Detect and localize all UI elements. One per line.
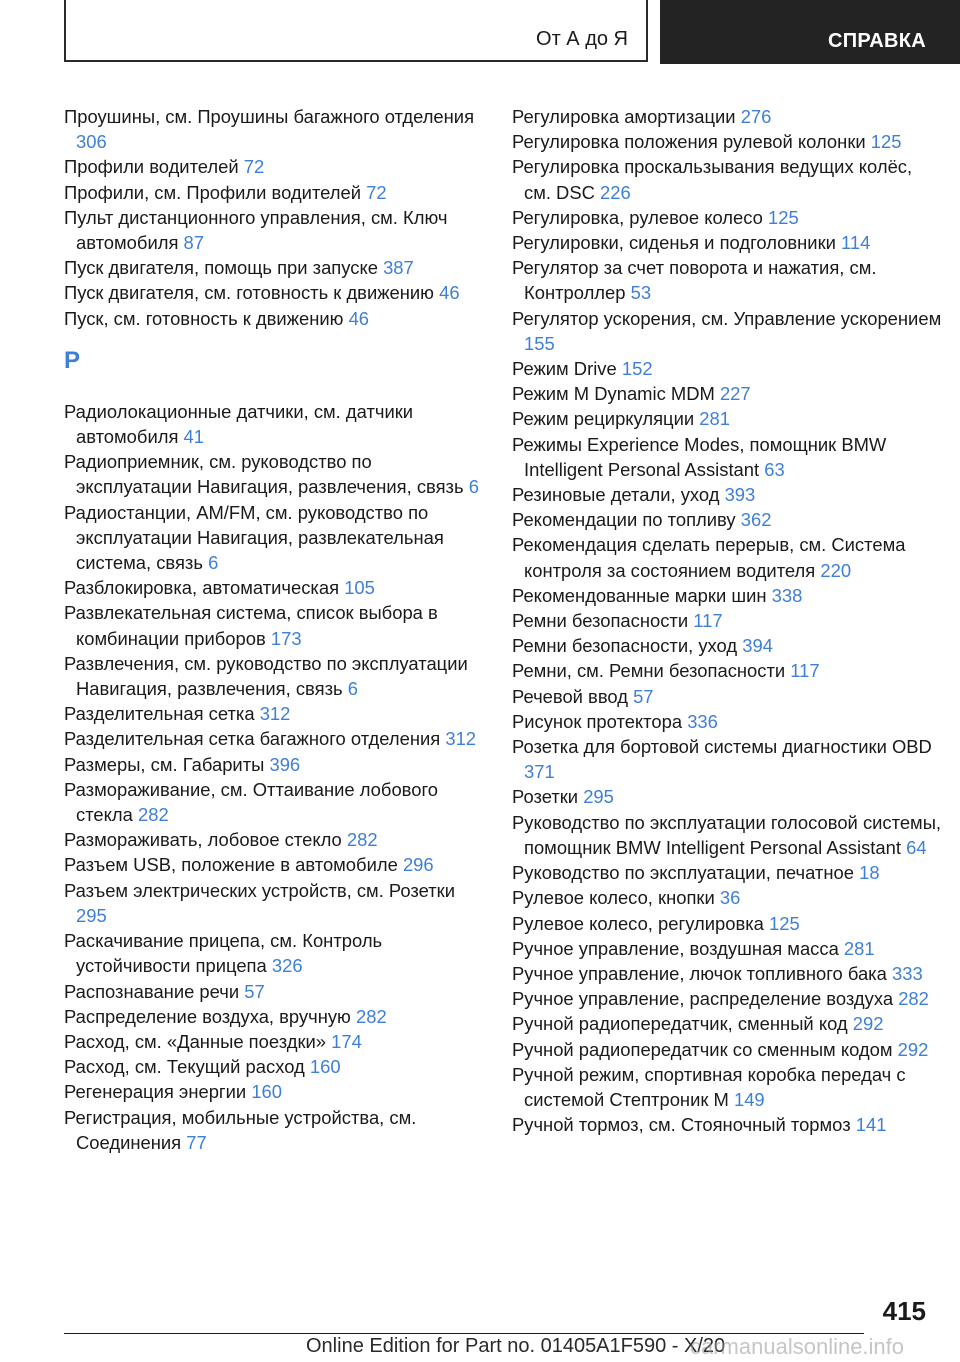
index-entry	[512, 1112, 942, 1137]
index-entry-page-link[interactable]: 160	[309, 1056, 341, 1078]
index-entry-text: Разблокировка, автоматическая	[64, 577, 340, 599]
index-entry-text: Режимы Experience Modes, помощник BMW Intelligent Personal Assistant	[512, 433, 887, 480]
index-entry-page-link[interactable]: 77	[186, 1131, 207, 1153]
index-entry-page-link[interactable]: 125	[768, 206, 799, 228]
index-entry	[512, 356, 942, 381]
index-entry-text: Ремни безопасности, уход	[512, 635, 738, 657]
index-entry-text: Радиолокационные датчики, см. датчики автомобиля	[64, 400, 414, 448]
index-entry-text: Размораживание, см. Оттаивание лобового стекла	[64, 778, 438, 826]
index-entry-page-link[interactable]: 226	[600, 181, 631, 203]
index-entry-text: Режим Drive	[512, 358, 617, 380]
section-letter: Р	[64, 346, 81, 374]
index-entry	[512, 230, 942, 255]
index-entry-text: Ручной тормоз, см. Стояночный тормоз	[512, 1114, 851, 1136]
index-entry	[64, 205, 484, 255]
index-entry-page-link[interactable]: 295	[76, 904, 107, 926]
index-entry-text: Развлекательная система, список выбора в комбинации приборов	[64, 602, 438, 649]
index-block-r	[64, 399, 484, 1155]
index-entry-text: Регенерация энергии	[64, 1081, 247, 1103]
index-entry-page-link[interactable]: 282	[137, 804, 169, 826]
index-entry-page-link[interactable]: 296	[402, 854, 434, 876]
index-entry-page-link[interactable]: 46	[439, 282, 460, 304]
index-entry	[512, 306, 942, 356]
index-entry-text: Регулятор ускорения, см. Управление ускорением	[512, 307, 942, 329]
index-entry-page-link[interactable]: 336	[687, 710, 718, 732]
index-entry-text: Режим M Dynamic MDM	[512, 383, 715, 405]
index-entry-text: Раскачивание прицепа, см. Контроль устойчивости прицепа	[64, 930, 383, 977]
index-entry-text: Речевой ввод	[512, 685, 628, 707]
watermark: carmanualsonline.info	[690, 1334, 905, 1359]
index-entry-page-link[interactable]: 393	[724, 484, 756, 506]
index-entry-page-link[interactable]: 371	[524, 761, 555, 783]
index-entry	[64, 255, 484, 280]
index-entry-page-link[interactable]: 46	[348, 307, 370, 329]
index-entry-page-link[interactable]: 141	[855, 1114, 887, 1136]
index-entry-page-link[interactable]: 276	[740, 106, 772, 127]
index-entry-text: Резиновые детали, уход	[512, 484, 720, 506]
index-entry	[512, 885, 942, 910]
index-entry-page-link[interactable]: 87	[183, 232, 204, 254]
index-entry-page-link[interactable]: 396	[269, 753, 301, 775]
index-entry	[64, 777, 484, 827]
index-entry-text: Ручной радиопередатчик со сменным кодом	[512, 1038, 893, 1060]
index-entry	[512, 482, 942, 507]
index-entry-page-link[interactable]: 36	[719, 887, 741, 909]
index-entry	[64, 1079, 484, 1104]
index-entry-text: Регулятор за счет поворота и нажатия, см. Контроллер	[512, 257, 877, 304]
index-entry-text: Ручное управление, лючок топливного бака	[512, 962, 887, 984]
index-entry-page-link[interactable]: 155	[524, 332, 555, 354]
index-entry-text: Регулировка проскальзывания ведущих колёс, см. DSC	[512, 156, 913, 203]
index-entry-text: Радиостанции, AM/FM, см. руководство по эксплуатации Навигация, развлекательная система, связь	[64, 501, 444, 574]
index-entry-text: Распределение воздуха, вручную	[64, 1005, 351, 1027]
index-entry-text: Развлечения, см. руководство по эксплуатации Навигация, развлечения, связь	[64, 652, 468, 700]
index-entry	[64, 575, 484, 600]
index-entry-page-link[interactable]: 281	[699, 408, 730, 430]
index-entry-text: Проушины, см. Проушины багажного отделения	[64, 106, 475, 127]
index-entry	[64, 280, 484, 305]
index-entry-page-link[interactable]: 6	[208, 552, 219, 574]
tab-index-az[interactable]	[64, 0, 648, 62]
index-entry-page-link[interactable]: 295	[583, 786, 614, 808]
index-entry	[64, 1105, 484, 1155]
index-entry	[512, 911, 942, 936]
index-entry-page-link[interactable]: 18	[859, 862, 880, 884]
index-entry-page-link[interactable]: 114	[841, 232, 871, 254]
index-entry-page-link[interactable]: 362	[740, 509, 772, 531]
index-entry-page-link[interactable]: 312	[445, 728, 477, 750]
index-entry-text: Ручное управление, воздушная масса	[512, 937, 839, 959]
index-entry	[512, 734, 942, 784]
index-entry-page-link[interactable]: 292	[897, 1038, 929, 1060]
index-entry	[512, 936, 942, 961]
index-entry-text: Расход, см. «Данные поездки»	[64, 1030, 326, 1052]
index-entry	[512, 658, 942, 683]
page-number: 415	[882, 1296, 926, 1326]
index-block-p	[64, 104, 484, 331]
index-entry-text: Профили водителей	[64, 156, 239, 178]
index-entry	[512, 684, 942, 709]
index-entry	[64, 600, 484, 650]
index-entry	[64, 500, 484, 576]
index-entry-text: Руководство по эксплуатации, печатное	[512, 862, 854, 884]
index-entry-text: Руководство по эксплуатации голосовой системы, помощник BMW Intelligent Personal Assistant	[512, 811, 942, 858]
index-entry-text: Розетки	[512, 786, 579, 808]
index-entry-text: Ручной режим, спортивная коробка передач с системой Стептроник M	[512, 1063, 906, 1110]
header-tabs	[64, 0, 960, 64]
index-entry	[512, 104, 942, 129]
index-entry-page-link[interactable]: 173	[270, 627, 302, 649]
index-entry-page-link[interactable]: 117	[693, 610, 723, 632]
index-entry	[512, 432, 942, 482]
index-entry-page-link[interactable]: 63	[764, 458, 785, 480]
index-entry	[512, 583, 942, 608]
index-entry	[64, 306, 484, 331]
index-entry	[64, 1029, 484, 1054]
index-entry	[512, 986, 942, 1011]
index-entry	[512, 255, 942, 305]
index-entry-text: Размеры, см. Габариты	[64, 753, 265, 775]
index-entry-page-link[interactable]: 117	[790, 660, 820, 682]
index-entry-text: Разделительная сетка	[64, 703, 255, 725]
index-entry-page-link[interactable]: 6	[468, 476, 479, 498]
index-entry-page-link[interactable]: 57	[244, 980, 265, 1002]
index-entry	[512, 154, 942, 204]
index-entry-page-link[interactable]: 72	[366, 181, 387, 203]
index-entry	[64, 449, 484, 499]
tab-index-az-label: От А до Я	[536, 28, 628, 50]
index-entry	[64, 928, 484, 978]
index-entry	[64, 979, 484, 1004]
index-entry-text: Ручное управление, распределение воздуха	[512, 988, 894, 1010]
index-entry-page-link[interactable]: 338	[771, 584, 803, 606]
index-entry-text: Профили, см. Профили водителей	[64, 181, 362, 203]
index-entry-text: Регулировка, рулевое колесо	[512, 206, 763, 228]
index-entry-text: Регулировка амортизации	[512, 106, 736, 127]
index-entry-text: Пуск, см. готовность к движению	[64, 307, 344, 329]
index-column-right	[512, 104, 942, 1137]
index-entry	[64, 651, 484, 701]
index-entry	[64, 726, 484, 751]
index-entry-page-link[interactable]: 282	[346, 829, 378, 851]
index-entry-text: Размораживать, лобовое стекло	[64, 829, 342, 851]
index-entry-page-link[interactable]: 53	[630, 282, 652, 304]
index-entry	[512, 1037, 942, 1062]
index-entry-text: Рулевое колесо, регулировка	[512, 912, 764, 934]
index-entry	[64, 852, 484, 877]
index-entry-text: Рекомендации по топливу	[512, 509, 736, 531]
index-entry-page-link[interactable]: 57	[633, 685, 654, 707]
index-entry-page-link[interactable]: 41	[183, 426, 204, 448]
index-entry-page-link[interactable]: 6	[347, 678, 358, 700]
index-entry-text: Рекомендованные марки шин	[512, 584, 767, 606]
index-entry-text: Расход, см. Текущий расход	[64, 1056, 305, 1078]
index-entry-page-link[interactable]: 160	[251, 1081, 282, 1103]
index-entry-page-link[interactable]: 227	[719, 383, 751, 405]
index-entry-text: Разъем электрических устройств, см. Розетки	[64, 879, 455, 901]
index-entry-page-link[interactable]: 220	[820, 559, 852, 581]
index-entry-text: Розетка для бортовой системы диагностики OBD	[512, 736, 932, 758]
index-entry-text: Рисунок протектора	[512, 710, 683, 732]
index-block-r-continued	[512, 104, 942, 1137]
index-entry-page-link[interactable]: 125	[870, 131, 902, 153]
index-entry	[512, 205, 942, 230]
index-entry	[512, 1062, 942, 1112]
index-entry-page-link[interactable]: 64	[906, 836, 927, 858]
index-entry-page-link[interactable]: 387	[383, 257, 414, 279]
index-entry	[512, 381, 942, 406]
index-entry-page-link[interactable]: 72	[243, 156, 265, 178]
index-entry	[512, 784, 942, 809]
index-entry-page-link[interactable]: 282	[355, 1005, 387, 1027]
index-entry	[512, 406, 942, 431]
index-entry-text: Режим рециркуляции	[512, 408, 695, 430]
index-entry	[64, 701, 484, 726]
index-entry-page-link[interactable]: 125	[769, 912, 800, 934]
index-entry	[512, 129, 942, 154]
index-entry-page-link[interactable]: 306	[76, 131, 107, 153]
footer-edition: Online Edition for Part no. 01405A1F590 - X/20	[306, 1335, 726, 1357]
index-entry-text: Рекомендация сделать перерыв, см. Система контроля за состоянием водителя	[512, 534, 906, 581]
index-entry-page-link[interactable]: 326	[271, 955, 303, 977]
index-entry	[512, 709, 942, 734]
index-entry-page-link[interactable]: 105	[344, 577, 375, 599]
index-entry	[64, 1004, 484, 1029]
index-entry-text: Ремни безопасности	[512, 610, 689, 632]
index-entry	[512, 507, 942, 532]
index-entry	[64, 154, 484, 179]
index-entry-text: Распознавание речи	[64, 980, 240, 1002]
index-entry-text: Ремни, см. Ремни безопасности	[512, 660, 786, 682]
index-entry	[64, 399, 484, 449]
index-entry-page-link[interactable]: 149	[733, 1088, 765, 1110]
index-entry	[512, 1011, 942, 1036]
tab-reference[interactable]	[660, 0, 960, 64]
index-entry	[512, 633, 942, 658]
index-entry	[512, 532, 942, 582]
index-entry-page-link[interactable]: 174	[331, 1030, 362, 1052]
index-entry-text: Регистрация, мобильные устройства, см. Соединения	[64, 1106, 417, 1153]
index-entry	[64, 1054, 484, 1079]
index-entry-page-link[interactable]: 152	[621, 358, 653, 380]
index-entry-page-link[interactable]: 282	[898, 988, 929, 1010]
index-entry-page-link[interactable]: 333	[892, 962, 923, 984]
index-entry-text: Разделительная сетка багажного отделения	[64, 728, 441, 750]
index-entry-page-link[interactable]: 312	[259, 703, 291, 725]
index-entry	[512, 961, 942, 986]
index-entry	[64, 104, 484, 154]
index-entry-page-link[interactable]: 292	[852, 1013, 884, 1035]
index-entry-page-link[interactable]: 394	[742, 635, 773, 657]
index-entry	[64, 752, 484, 777]
index-entry	[512, 860, 942, 885]
index-entry	[64, 878, 484, 928]
tab-reference-label: СПРАВКА	[827, 30, 926, 52]
index-entry-text: Пуск двигателя, помощь при запуске	[64, 257, 378, 279]
index-entry-text: Пуск двигателя, см. готовность к движению	[64, 282, 434, 304]
index-entry	[512, 608, 942, 633]
index-entry-text: Разъем USB, положение в автомобиле	[64, 854, 398, 876]
index-entry-text: Рулевое колесо, кнопки	[512, 887, 715, 909]
index-entry-text: Регулировки, сиденья и подголовники	[512, 232, 836, 254]
index-entry	[64, 180, 484, 205]
index-entry-text: Пульт дистанционного управления, см. Ключ автомобиля	[64, 206, 448, 254]
index-entry-text: Радиоприемник, см. руководство по эксплуатации Навигация, развлечения, связь	[64, 451, 464, 498]
index-entry	[64, 827, 484, 852]
index-entry-text: Регулировка положения рулевой колонки	[512, 131, 866, 153]
index-entry	[512, 810, 942, 860]
index-entry-text: Ручной радиопередатчик, сменный код	[512, 1013, 848, 1035]
index-column-left	[64, 104, 484, 1155]
index-entry-page-link[interactable]: 281	[843, 937, 875, 959]
